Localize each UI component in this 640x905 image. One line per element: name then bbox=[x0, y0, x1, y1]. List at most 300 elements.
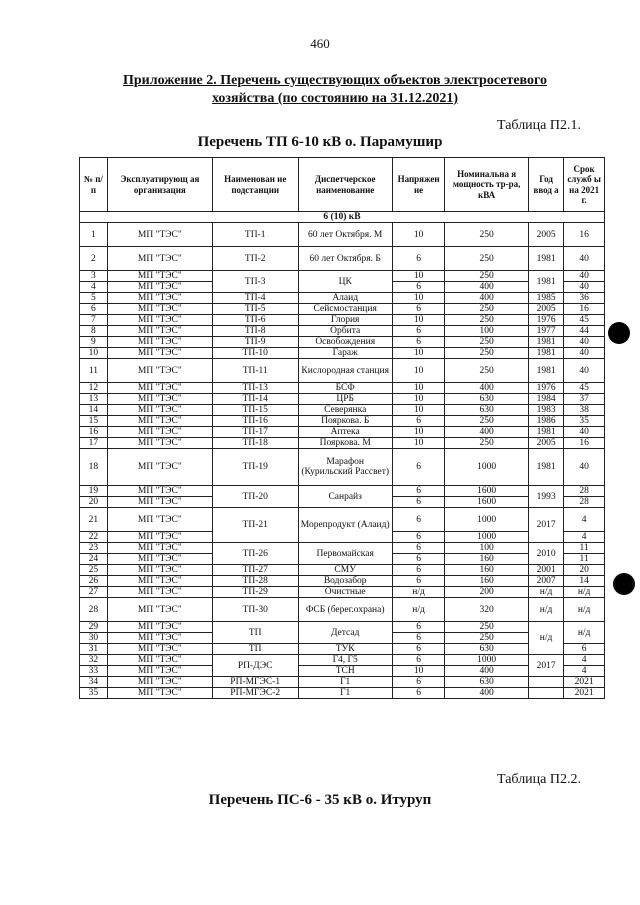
cell-service-life: 40 bbox=[564, 271, 605, 282]
cell-substation: ТП-17 bbox=[212, 427, 298, 438]
cell-substation: ТП-30 bbox=[212, 598, 298, 622]
cell-number: 8 bbox=[80, 326, 108, 337]
cell-service-life: 40 bbox=[564, 427, 605, 438]
table-row bbox=[80, 587, 605, 598]
cell-voltage: 6 bbox=[392, 644, 445, 655]
cell-power: 1000 bbox=[445, 449, 529, 486]
cell-service-life: 2021 bbox=[564, 688, 605, 699]
cell-power: 250 bbox=[445, 223, 529, 247]
cell-power: 250 bbox=[445, 304, 529, 315]
cell-service-life: н/д bbox=[564, 622, 605, 644]
cell-year: 2005 bbox=[528, 304, 563, 315]
cell-number: 7 bbox=[80, 315, 108, 326]
cell-voltage: 6 bbox=[392, 508, 445, 532]
cell-dispatch-name: Г1 bbox=[298, 688, 392, 699]
cell-service-life: 11 bbox=[564, 554, 605, 565]
cell-power: 250 bbox=[445, 633, 529, 644]
cell-substation: ТП-18 bbox=[212, 438, 298, 449]
cell-power: 250 bbox=[445, 315, 529, 326]
cell-substation: ТП bbox=[212, 622, 298, 644]
cell-organization: МП "ТЭС" bbox=[107, 598, 212, 622]
cell-number: 10 bbox=[80, 348, 108, 359]
cell-voltage: 10 bbox=[392, 394, 445, 405]
cell-power: 400 bbox=[445, 688, 529, 699]
cell-organization: МП "ТЭС" bbox=[107, 666, 212, 677]
cell-number: 1 bbox=[80, 223, 108, 247]
cell-organization: МП "ТЭС" bbox=[107, 449, 212, 486]
table-row bbox=[80, 348, 605, 359]
cell-dispatch-name: Аптека bbox=[298, 427, 392, 438]
cell-service-life: 45 bbox=[564, 315, 605, 326]
table-row bbox=[80, 223, 605, 247]
cell-organization: МП "ТЭС" bbox=[107, 677, 212, 688]
cell-voltage: 10 bbox=[392, 427, 445, 438]
cell-number: 35 bbox=[80, 688, 108, 699]
cell-voltage: 6 bbox=[392, 532, 445, 543]
cell-substation: РП-МГЭС-2 bbox=[212, 688, 298, 699]
punch-hole-icon bbox=[613, 573, 635, 595]
cell-number: 27 bbox=[80, 587, 108, 598]
cell-service-life: 40 bbox=[564, 337, 605, 348]
table-row bbox=[80, 405, 605, 416]
cell-power: 250 bbox=[445, 337, 529, 348]
cell-substation: ТП-4 bbox=[212, 293, 298, 304]
cell-voltage: 10 bbox=[392, 666, 445, 677]
table-row bbox=[80, 688, 605, 699]
cell-substation: ТП-28 bbox=[212, 576, 298, 587]
cell-power: 630 bbox=[445, 644, 529, 655]
cell-substation: ТП-1 bbox=[212, 223, 298, 247]
cell-power: 400 bbox=[445, 293, 529, 304]
cell-voltage: 6 bbox=[392, 486, 445, 497]
cell-organization: МП "ТЭС" bbox=[107, 532, 212, 543]
cell-year: 1985 bbox=[528, 293, 563, 304]
table-row bbox=[80, 293, 605, 304]
table-row bbox=[80, 666, 605, 677]
cell-voltage: 10 bbox=[392, 438, 445, 449]
cell-dispatch-name: Кислородная станция bbox=[298, 359, 392, 383]
cell-service-life: 2021 bbox=[564, 677, 605, 688]
table-row bbox=[80, 315, 605, 326]
substations-table bbox=[79, 157, 605, 699]
cell-number: 21 bbox=[80, 508, 108, 532]
cell-organization: МП "ТЭС" bbox=[107, 304, 212, 315]
cell-year: 1981 bbox=[528, 359, 563, 383]
cell-organization: МП "ТЭС" bbox=[107, 633, 212, 644]
cell-service-life: 4 bbox=[564, 655, 605, 666]
cell-number: 18 bbox=[80, 449, 108, 486]
cell-number: 19 bbox=[80, 486, 108, 497]
cell-year: 2017 bbox=[528, 655, 563, 677]
cell-power: 250 bbox=[445, 438, 529, 449]
cell-dispatch-name: Сейсмостанция bbox=[298, 304, 392, 315]
cell-voltage: 6 bbox=[392, 247, 445, 271]
group-label: 6 (10) кВ bbox=[80, 212, 605, 223]
table-row bbox=[80, 543, 605, 554]
cell-service-life: 40 bbox=[564, 348, 605, 359]
cell-organization: МП "ТЭС" bbox=[107, 348, 212, 359]
cell-power: 250 bbox=[445, 359, 529, 383]
cell-power: 160 bbox=[445, 565, 529, 576]
cell-power: 250 bbox=[445, 247, 529, 271]
cell-voltage: н/д bbox=[392, 587, 445, 598]
table-row bbox=[80, 644, 605, 655]
cell-organization: МП "ТЭС" bbox=[107, 359, 212, 383]
appendix-title: Приложение 2. Перечень существующих объектов электросетевого хозяйства (по состоянию на 31.12.2021) bbox=[122, 73, 548, 106]
cell-number: 20 bbox=[80, 497, 108, 508]
cell-organization: МП "ТЭС" bbox=[107, 416, 212, 427]
cell-service-life: 37 bbox=[564, 394, 605, 405]
cell-dispatch-name: Санрайз bbox=[298, 486, 392, 508]
cell-substation: ТП-19 bbox=[212, 449, 298, 486]
cell-substation: ТП-3 bbox=[212, 271, 298, 293]
page-number: 460 bbox=[310, 36, 330, 51]
header-organization: Эксплуатирующ ая организация bbox=[107, 158, 212, 212]
cell-power: 250 bbox=[445, 271, 529, 282]
cell-service-life: 28 bbox=[564, 497, 605, 508]
cell-dispatch-name: Пояркова. Б bbox=[298, 416, 392, 427]
cell-year: 1981 bbox=[528, 427, 563, 438]
cell-year bbox=[528, 677, 563, 688]
cell-organization: МП "ТЭС" bbox=[107, 271, 212, 282]
cell-year: 2007 bbox=[528, 576, 563, 587]
cell-year: н/д bbox=[528, 598, 563, 622]
cell-service-life: 11 bbox=[564, 543, 605, 554]
cell-substation: ТП-26 bbox=[212, 543, 298, 565]
cell-power: 320 bbox=[445, 598, 529, 622]
cell-number: 16 bbox=[80, 427, 108, 438]
cell-number: 14 bbox=[80, 405, 108, 416]
table-row bbox=[80, 486, 605, 497]
header-dispatch-name: Диспетчерское наименование bbox=[298, 158, 392, 212]
cell-dispatch-name: Пояркова. М bbox=[298, 438, 392, 449]
cell-substation: ТП-5 bbox=[212, 304, 298, 315]
cell-voltage: 6 bbox=[392, 565, 445, 576]
cell-power: 1000 bbox=[445, 532, 529, 543]
cell-dispatch-name: 60 лет Октября. Б bbox=[298, 247, 392, 271]
cell-power: 250 bbox=[445, 416, 529, 427]
cell-power: 630 bbox=[445, 405, 529, 416]
cell-service-life: 16 bbox=[564, 438, 605, 449]
cell-organization: МП "ТЭС" bbox=[107, 576, 212, 587]
cell-number: 33 bbox=[80, 666, 108, 677]
cell-service-life: 40 bbox=[564, 282, 605, 293]
cell-service-life: 40 bbox=[564, 449, 605, 486]
table-label: Таблица П2.1. bbox=[497, 118, 581, 133]
cell-year bbox=[528, 688, 563, 699]
cell-year: 1976 bbox=[528, 315, 563, 326]
cell-substation: ТП bbox=[212, 644, 298, 655]
cell-organization: МП "ТЭС" bbox=[107, 282, 212, 293]
cell-substation: ТП-9 bbox=[212, 337, 298, 348]
cell-power: 400 bbox=[445, 427, 529, 438]
header-substation: Наименован ие подстанции bbox=[212, 158, 298, 212]
cell-voltage: 6 bbox=[392, 304, 445, 315]
cell-organization: МП "ТЭС" bbox=[107, 497, 212, 508]
cell-voltage: 6 bbox=[392, 688, 445, 699]
cell-service-life: 44 bbox=[564, 326, 605, 337]
cell-power: 100 bbox=[445, 326, 529, 337]
cell-year: 1983 bbox=[528, 405, 563, 416]
cell-dispatch-name: ЦРБ bbox=[298, 394, 392, 405]
cell-substation: ТП-15 bbox=[212, 405, 298, 416]
table-title: Перечень ТП 6-10 кВ о. Парамушир bbox=[197, 134, 443, 150]
cell-power: 1000 bbox=[445, 508, 529, 532]
table-header-row bbox=[80, 158, 605, 212]
cell-organization: МП "ТЭС" bbox=[107, 486, 212, 497]
cell-year: 2017 bbox=[528, 508, 563, 543]
cell-dispatch-name: Освобождения bbox=[298, 337, 392, 348]
cell-organization: МП "ТЭС" bbox=[107, 508, 212, 532]
cell-dispatch-name: СМУ bbox=[298, 565, 392, 576]
cell-year: 1977 bbox=[528, 326, 563, 337]
cell-power: 100 bbox=[445, 543, 529, 554]
cell-substation: РП-ДЭС bbox=[212, 655, 298, 677]
table-row bbox=[80, 677, 605, 688]
cell-dispatch-name: Детсад bbox=[298, 622, 392, 644]
cell-organization: МП "ТЭС" bbox=[107, 438, 212, 449]
cell-substation: ТП-8 bbox=[212, 326, 298, 337]
cell-service-life: н/д bbox=[564, 598, 605, 622]
cell-voltage: 10 bbox=[392, 383, 445, 394]
cell-voltage: 6 bbox=[392, 543, 445, 554]
cell-year: 1981 bbox=[528, 348, 563, 359]
cell-organization: МП "ТЭС" bbox=[107, 587, 212, 598]
cell-dispatch-name: ТСН bbox=[298, 666, 392, 677]
cell-organization: МП "ТЭС" bbox=[107, 655, 212, 666]
cell-number: 2 bbox=[80, 247, 108, 271]
cell-substation: ТП-6 bbox=[212, 315, 298, 326]
cell-service-life: 40 bbox=[564, 359, 605, 383]
cell-year: 2001 bbox=[528, 565, 563, 576]
table-row bbox=[80, 576, 605, 587]
cell-service-life: 20 bbox=[564, 565, 605, 576]
cell-service-life: н/д bbox=[564, 587, 605, 598]
cell-voltage: 6 bbox=[392, 622, 445, 633]
cell-voltage: 6 bbox=[392, 497, 445, 508]
cell-year: 1986 bbox=[528, 416, 563, 427]
cell-service-life: 14 bbox=[564, 576, 605, 587]
table-row bbox=[80, 337, 605, 348]
cell-dispatch-name: Очистные bbox=[298, 587, 392, 598]
cell-number: 28 bbox=[80, 598, 108, 622]
cell-substation: ТП-11 bbox=[212, 359, 298, 383]
cell-number: 26 bbox=[80, 576, 108, 587]
cell-voltage: 10 bbox=[392, 293, 445, 304]
cell-power: 630 bbox=[445, 677, 529, 688]
cell-substation: ТП-20 bbox=[212, 486, 298, 508]
cell-dispatch-name: БСФ bbox=[298, 383, 392, 394]
table-row bbox=[80, 394, 605, 405]
cell-voltage: 10 bbox=[392, 223, 445, 247]
cell-service-life: 6 bbox=[564, 644, 605, 655]
cell-voltage: 6 bbox=[392, 282, 445, 293]
cell-number: 23 bbox=[80, 543, 108, 554]
cell-number: 29 bbox=[80, 622, 108, 633]
cell-voltage: 6 bbox=[392, 677, 445, 688]
cell-service-life: 4 bbox=[564, 666, 605, 677]
table-row bbox=[80, 247, 605, 271]
cell-substation: ТП-21 bbox=[212, 508, 298, 543]
cell-service-life: 16 bbox=[564, 223, 605, 247]
table-row bbox=[80, 427, 605, 438]
cell-voltage: 10 bbox=[392, 348, 445, 359]
cell-number: 9 bbox=[80, 337, 108, 348]
cell-substation: ТП-14 bbox=[212, 394, 298, 405]
table-row bbox=[80, 438, 605, 449]
cell-year: н/д bbox=[528, 622, 563, 655]
cell-dispatch-name: Первомайская bbox=[298, 543, 392, 565]
cell-service-life: 45 bbox=[564, 383, 605, 394]
table-row bbox=[80, 416, 605, 427]
cell-substation: ТП-16 bbox=[212, 416, 298, 427]
table-row bbox=[80, 383, 605, 394]
table-row bbox=[80, 449, 605, 486]
cell-organization: МП "ТЭС" bbox=[107, 405, 212, 416]
cell-number: 11 bbox=[80, 359, 108, 383]
cell-dispatch-name: Орбита bbox=[298, 326, 392, 337]
cell-number: 30 bbox=[80, 633, 108, 644]
cell-organization: МП "ТЭС" bbox=[107, 644, 212, 655]
cell-organization: МП "ТЭС" bbox=[107, 622, 212, 633]
cell-voltage: 6 bbox=[392, 655, 445, 666]
cell-year: 1981 bbox=[528, 337, 563, 348]
cell-power: 1000 bbox=[445, 655, 529, 666]
cell-power: 250 bbox=[445, 348, 529, 359]
cell-organization: МП "ТЭС" bbox=[107, 315, 212, 326]
cell-voltage: 6 bbox=[392, 326, 445, 337]
cell-number: 12 bbox=[80, 383, 108, 394]
cell-power: 1600 bbox=[445, 497, 529, 508]
cell-dispatch-name: Г1 bbox=[298, 677, 392, 688]
cell-voltage: 10 bbox=[392, 405, 445, 416]
table-row bbox=[80, 271, 605, 282]
cell-power: 630 bbox=[445, 394, 529, 405]
table-title-2: Перечень ПС-6 - 35 кВ о. Итуруп bbox=[208, 792, 432, 808]
cell-year: 1976 bbox=[528, 383, 563, 394]
header-number: № п/ п bbox=[80, 158, 108, 212]
cell-substation: ТП-29 bbox=[212, 587, 298, 598]
cell-voltage: 6 bbox=[392, 554, 445, 565]
cell-voltage: 6 bbox=[392, 633, 445, 644]
cell-year: н/д bbox=[528, 587, 563, 598]
cell-dispatch-name: ТУК bbox=[298, 644, 392, 655]
header-power: Номинальна я мощность тр-ра, кВА bbox=[445, 158, 529, 212]
cell-voltage: 10 bbox=[392, 359, 445, 383]
cell-organization: МП "ТЭС" bbox=[107, 293, 212, 304]
header-voltage: Напряжен ие bbox=[392, 158, 445, 212]
cell-substation: ТП-2 bbox=[212, 247, 298, 271]
cell-organization: МП "ТЭС" bbox=[107, 326, 212, 337]
cell-organization: МП "ТЭС" bbox=[107, 565, 212, 576]
cell-dispatch-name: ЦК bbox=[298, 271, 392, 293]
table-row bbox=[80, 655, 605, 666]
cell-organization: МП "ТЭС" bbox=[107, 688, 212, 699]
cell-dispatch-name: Северянка bbox=[298, 405, 392, 416]
cell-year: 2010 bbox=[528, 543, 563, 565]
cell-organization: МП "ТЭС" bbox=[107, 427, 212, 438]
table-row bbox=[80, 622, 605, 633]
cell-service-life: 28 bbox=[564, 486, 605, 497]
cell-number: 17 bbox=[80, 438, 108, 449]
table-label-2: Таблица П2.2. bbox=[497, 772, 581, 787]
cell-dispatch-name: Алаид bbox=[298, 293, 392, 304]
cell-organization: МП "ТЭС" bbox=[107, 383, 212, 394]
cell-dispatch-name: Марафон (Курильский Рассвет) bbox=[298, 449, 392, 486]
header-year: Год ввод а bbox=[528, 158, 563, 212]
cell-number: 34 bbox=[80, 677, 108, 688]
cell-substation: РП-МГЭС-1 bbox=[212, 677, 298, 688]
cell-power: 400 bbox=[445, 383, 529, 394]
table-row bbox=[80, 326, 605, 337]
cell-organization: МП "ТЭС" bbox=[107, 543, 212, 554]
cell-organization: МП "ТЭС" bbox=[107, 223, 212, 247]
cell-substation: ТП-27 bbox=[212, 565, 298, 576]
header-service-life: Срок служб ы на 2021 г. bbox=[564, 158, 605, 212]
cell-voltage: 10 bbox=[392, 271, 445, 282]
cell-dispatch-name: Г4, Г5 bbox=[298, 655, 392, 666]
table-row bbox=[80, 359, 605, 383]
cell-number: 15 bbox=[80, 416, 108, 427]
cell-number: 31 bbox=[80, 644, 108, 655]
cell-organization: МП "ТЭС" bbox=[107, 554, 212, 565]
cell-number: 25 bbox=[80, 565, 108, 576]
cell-service-life: 4 bbox=[564, 508, 605, 532]
cell-year: 1984 bbox=[528, 394, 563, 405]
table-row bbox=[80, 598, 605, 622]
cell-service-life: 36 bbox=[564, 293, 605, 304]
cell-dispatch-name: 60 лет Октября. М bbox=[298, 223, 392, 247]
cell-number: 4 bbox=[80, 282, 108, 293]
cell-year: 2005 bbox=[528, 438, 563, 449]
cell-number: 32 bbox=[80, 655, 108, 666]
cell-year: 1981 bbox=[528, 449, 563, 486]
cell-voltage: 10 bbox=[392, 315, 445, 326]
cell-service-life: 40 bbox=[564, 247, 605, 271]
table-row bbox=[80, 304, 605, 315]
cell-organization: МП "ТЭС" bbox=[107, 337, 212, 348]
cell-year: 2005 bbox=[528, 223, 563, 247]
cell-voltage: 6 bbox=[392, 576, 445, 587]
cell-number: 5 bbox=[80, 293, 108, 304]
cell-service-life: 16 bbox=[564, 304, 605, 315]
cell-service-life: 38 bbox=[564, 405, 605, 416]
cell-power: 400 bbox=[445, 282, 529, 293]
cell-number: 6 bbox=[80, 304, 108, 315]
cell-voltage: н/д bbox=[392, 598, 445, 622]
cell-organization: МП "ТЭС" bbox=[107, 394, 212, 405]
cell-service-life: 4 bbox=[564, 532, 605, 543]
cell-year: 1993 bbox=[528, 486, 563, 508]
punch-hole-icon bbox=[608, 322, 630, 344]
cell-power: 160 bbox=[445, 576, 529, 587]
cell-service-life: 35 bbox=[564, 416, 605, 427]
cell-power: 160 bbox=[445, 554, 529, 565]
cell-power: 200 bbox=[445, 587, 529, 598]
cell-dispatch-name: Морепродукт (Алаид) bbox=[298, 508, 392, 543]
cell-voltage: 6 bbox=[392, 449, 445, 486]
cell-voltage: 6 bbox=[392, 337, 445, 348]
cell-number: 13 bbox=[80, 394, 108, 405]
cell-power: 250 bbox=[445, 622, 529, 633]
cell-number: 22 bbox=[80, 532, 108, 543]
table-row bbox=[80, 565, 605, 576]
table-row bbox=[80, 508, 605, 532]
cell-substation: ТП-10 bbox=[212, 348, 298, 359]
cell-number: 24 bbox=[80, 554, 108, 565]
group-row bbox=[80, 212, 605, 223]
cell-dispatch-name: Водозабор bbox=[298, 576, 392, 587]
